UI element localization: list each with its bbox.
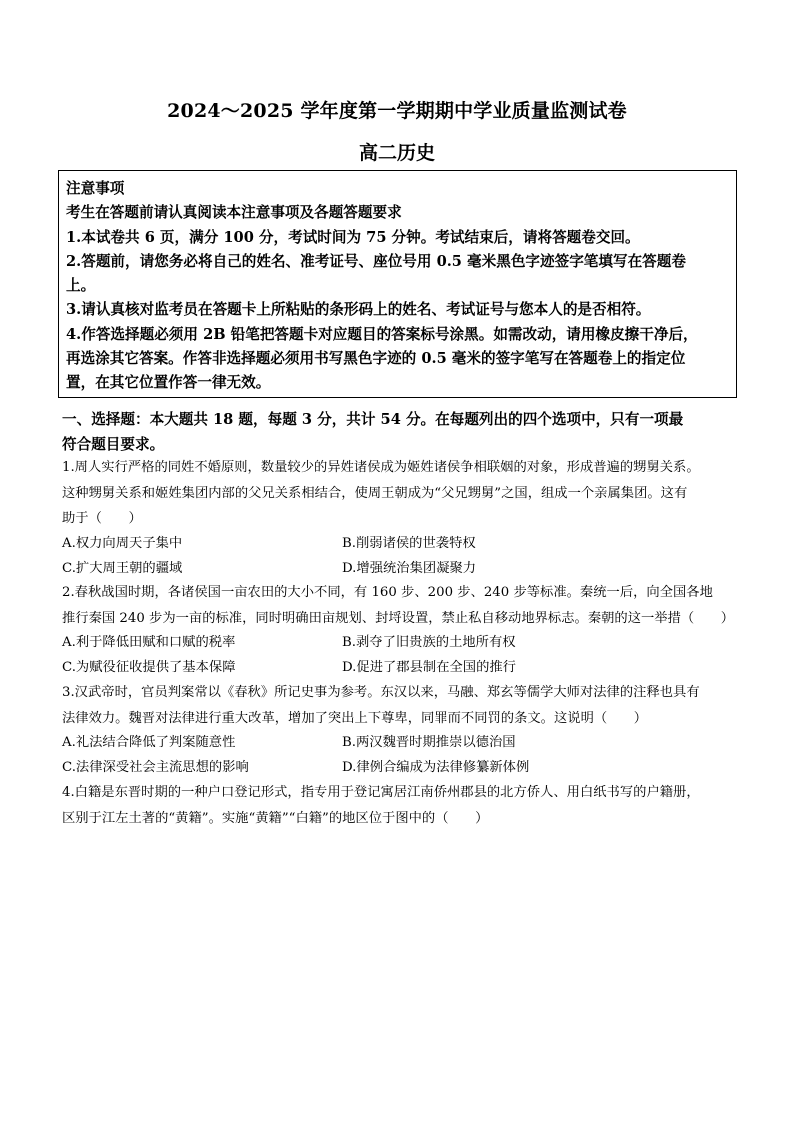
question-2-stem	[62, 580, 738, 631]
option-b: B.两汉魏晋时期推崇以德治国	[342, 735, 516, 750]
question-3-stem	[62, 680, 738, 731]
option-d: D.增强统治集团凝聚力	[342, 560, 477, 576]
question-1-stem	[62, 455, 738, 532]
section-line: 一、选择题：本大题共 18 题，每题 3 分，共计 54 分。在每题列出的四个选项中，只有一项最	[62, 411, 684, 428]
notice-box	[58, 170, 737, 398]
notice-line: 3.请认真核对监考员在答题卡上所粘贴的条形码上的姓名、考试证号与您本人的是否相符。	[66, 301, 651, 319]
option-c: C.为赋役征收提供了基本保障	[62, 659, 236, 675]
option-b: B.剥夺了旧贵族的土地所有权	[342, 635, 516, 650]
section-line: 符合题目要求。	[62, 435, 165, 453]
option-row	[62, 631, 738, 656]
question-2-options	[62, 631, 738, 680]
notice-line: 再选涂其它答案。作答非选择题必须用书写黑色字迹的 0.5 毫米的签字笔写在答题卷上的指定位	[66, 350, 686, 368]
notice-line: 4.作答选择题必须用 2B 铅笔把答题卡对应题目的答案标号涂黑。如需改动，请用橡皮擦干净后，	[66, 325, 698, 343]
question-3-options	[62, 731, 738, 780]
option-row	[62, 656, 738, 681]
question-line: 1.周人实行严格的同姓不婚原则，数量较少的异姓诸侯成为姬姓诸侯争相联姻的对象，形成普遍的甥舅关系。	[62, 460, 700, 475]
option-b: B.削弱诸侯的世袭特权	[342, 536, 476, 551]
option-c: C.扩大周王朝的疆域	[62, 560, 183, 576]
question-line: 这种甥舅关系和姬姓集团内部的父兄关系相结合，使周王朝成为“父兄甥舅”之国，组成一个亲属集团。这有	[62, 485, 688, 501]
option-a: A.利于降低田赋和口赋的税率	[62, 635, 236, 650]
section-heading	[62, 408, 738, 457]
option-a: A.权力向周天子集中	[62, 536, 183, 551]
notice-line: 置，在其它位置作答一律无效。	[66, 374, 271, 392]
option-c: C.法律深受社会主流思想的影响	[62, 759, 249, 775]
option-row	[62, 731, 738, 756]
notice-line: 2.答题前，请您务必将自己的姓名、准考证号、座位号用 0.5 毫米黑色字迹签字笔填写在答题卷	[66, 252, 686, 270]
question-line: 2.春秋战国时期，各诸侯国一亩农田的大小不同，有 160 步、200 步、240 步等标准。秦统一后，向全国各地	[62, 585, 713, 600]
notice-line: 考生在答题前请认真阅读本注意事项及各题答题要求	[66, 204, 402, 222]
exam-subject: 高二历史	[358, 142, 435, 164]
option-row	[62, 756, 738, 781]
question-4-stem	[62, 780, 738, 831]
option-row	[62, 532, 738, 557]
question-line: 区别于江左土著的“黄籍”。实施“黄籍”“白籍”的地区位于图中的（ ）	[62, 810, 489, 826]
option-d: D.促进了郡县制在全国的推行	[342, 659, 516, 675]
notice-line: 上。	[66, 277, 96, 295]
question-1-options	[62, 532, 738, 581]
question-line: 法律效力。魏晋对法律进行重大改革，增加了突出上下尊卑，同罪而不同罚的条文。这说明（ ）	[62, 710, 648, 726]
option-a: A.礼法结合降低了判案随意性	[62, 735, 236, 750]
question-line: 推行秦国 240 步为一亩的标准，同时明确田亩规划、封埒设置，禁止私自移动地界标志。秦朝的这一举措（ ）	[62, 610, 735, 626]
notice-line: 1.本试卷共 6 页，满分 100 分，考试时间为 75 分钟。考试结束后，请将答题卷交回。	[66, 228, 640, 246]
question-line: 助于（ ）	[62, 511, 142, 526]
notice-heading: 注意事项	[66, 180, 125, 197]
exam-title: 2024～2025 学年度第一学期期中学业质量监测试卷	[167, 100, 627, 122]
question-line: 3.汉武帝时，官员判案常以《春秋》所记史事为参考。东汉以来，马融、郑玄等儒学大师对法律的注释也具有	[62, 685, 700, 700]
option-d: D.律例合编成为法律修纂新体例	[342, 759, 530, 775]
option-row	[62, 557, 738, 582]
question-line: 4.白籍是东晋时期的一种户口登记形式，指专用于登记寓居江南侨州郡县的北方侨人、用白纸书写的户籍册，	[62, 785, 700, 800]
